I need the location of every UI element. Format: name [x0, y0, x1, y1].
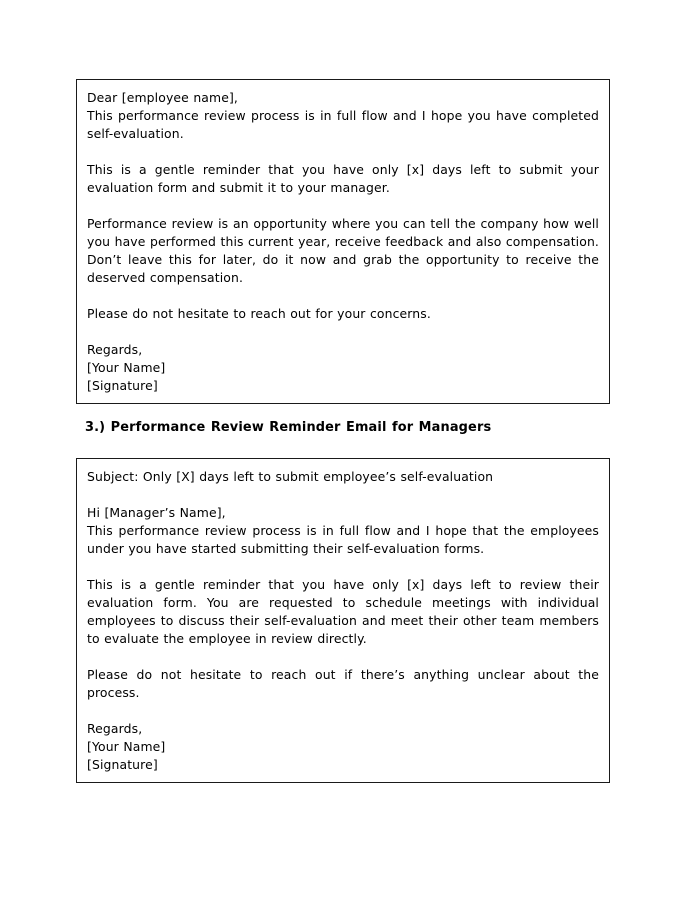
email-signature-block: Regards, [Your Name] [Signature] [87, 342, 166, 393]
paragraph-spacer [87, 287, 599, 305]
paragraph-spacer [87, 702, 599, 720]
email-paragraph-reminder: This is a gentle reminder that you have only [x] days left to review their evaluation form. You are requested to schedule meetings with individual employees to discuss their self-evaluation and meet their other team members to evaluate the employee in review directly. [87, 577, 599, 646]
email-paragraph-reminder: This is a gentle reminder that you have only [x] days left to submit your evaluation form and submit it to your manager. [87, 162, 599, 195]
email-paragraph-closing-note: Please do not hesitate to reach out for your concerns. [87, 306, 431, 321]
paragraph-spacer [87, 143, 599, 161]
email-paragraph-closing-note: Please do not hesitate to reach out if there’s anything unclear about the process. [87, 667, 599, 700]
email-paragraph-opportunity: Performance review is an opportunity where you can tell the company how well you have performed this current year, receive feedback and also compensation. Don’t leave this for later, do it now and grab the opportunity to receive the deserved compensation. [87, 216, 599, 285]
section-heading-managers: 3.) Performance Review Reminder Email for Managers [85, 420, 492, 435]
email-subject-line: Subject: Only [X] days left to submit employee’s self-evaluation [87, 469, 494, 484]
email-template-box-employees [76, 79, 610, 404]
email-signature-block: Regards, [Your Name] [Signature] [87, 721, 166, 772]
email-paragraph-greeting: Hi [Manager’s Name], This performance review process is in full flow and I hope that the employees under you have started submitting their self-evaluation forms. [87, 505, 599, 556]
paragraph-spacer [87, 323, 599, 341]
email-template-box-managers [76, 458, 610, 783]
paragraph-spacer [87, 558, 599, 576]
paragraph-spacer [87, 648, 599, 666]
paragraph-spacer [87, 197, 599, 215]
paragraph-spacer [87, 486, 599, 504]
email-paragraph-greeting: Dear [employee name], This performance review process is in full flow and I hope you have completed self-evaluation. [87, 90, 599, 141]
